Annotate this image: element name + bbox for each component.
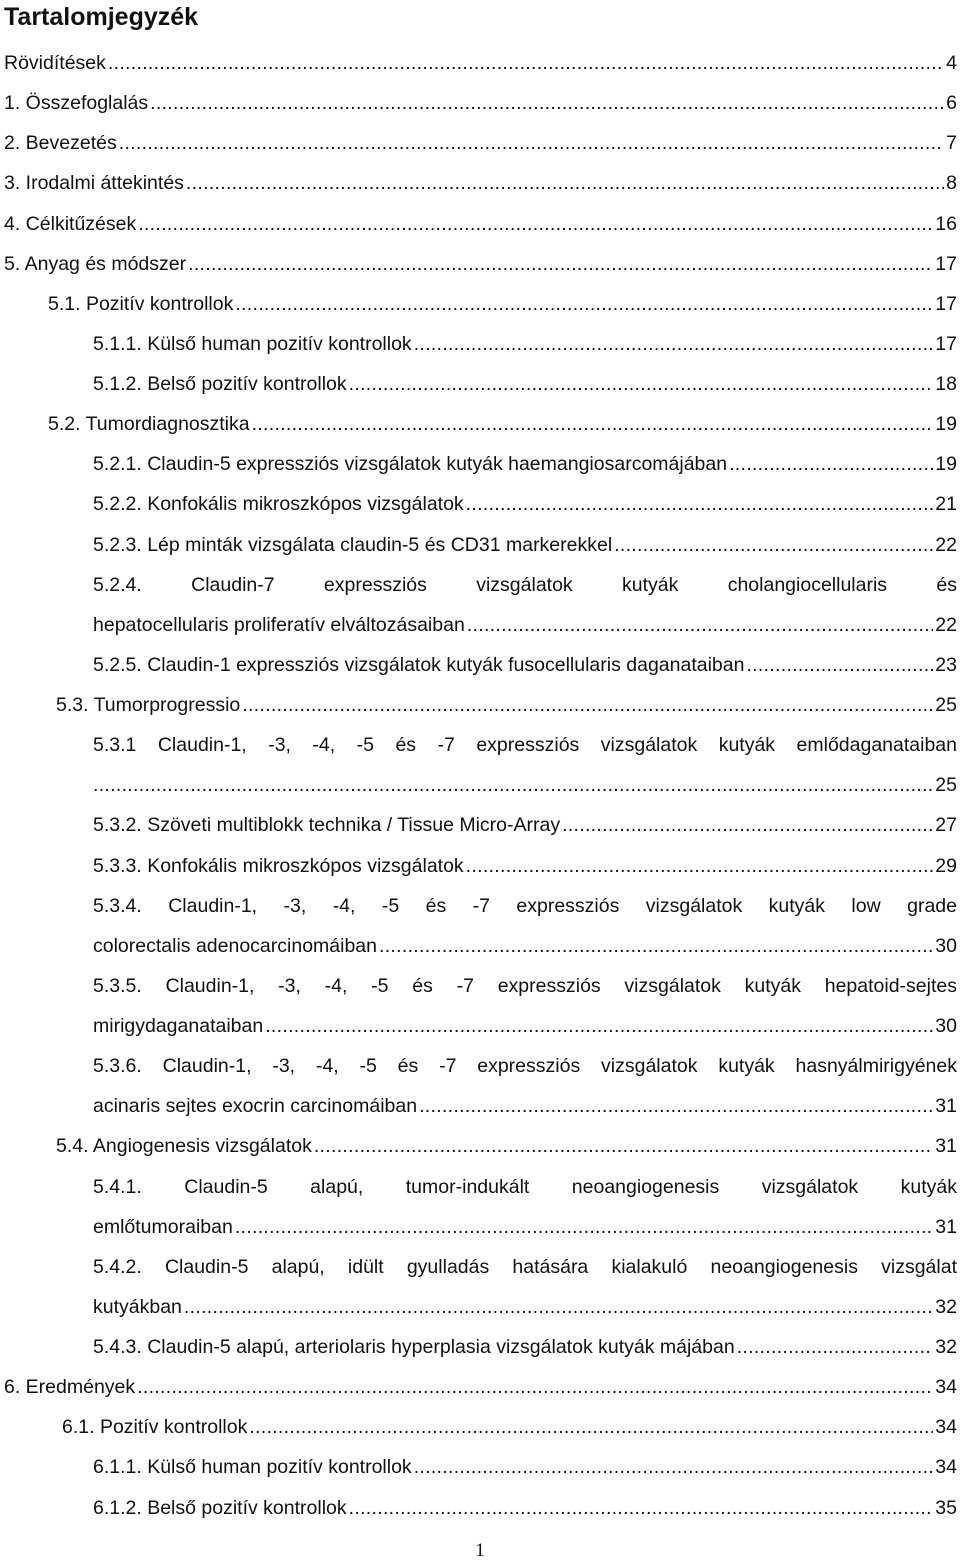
toc-entry[interactable] — [0, 846, 960, 886]
toc-entry-page: 17 — [935, 292, 957, 315]
toc-entry[interactable] — [0, 1447, 960, 1487]
toc-entry-title: 5.2.5. Claudin-1 expressziós vizsgálatok kutyák fusocellularis daganataiban — [93, 653, 745, 676]
toc-entry-page: 31 — [935, 1215, 957, 1238]
toc-entry-page: 25 — [935, 774, 957, 797]
toc-leader-dots — [252, 412, 934, 436]
toc-entry-page: 25 — [935, 694, 957, 717]
toc-leader-dots — [265, 1014, 933, 1038]
toc-entry-title: 6.1.2. Belső pozitív kontrollok — [93, 1496, 347, 1519]
toc-entry-title: 1. Összefoglalás — [4, 92, 149, 115]
toc-entry[interactable] — [0, 404, 960, 444]
toc-entry-page: 27 — [935, 814, 957, 837]
toc-leader-dots — [184, 1295, 933, 1319]
toc-entry-page: 19 — [935, 453, 957, 476]
toc-leader-dots — [746, 653, 933, 677]
toc-entry-title: 6.1.1. Külső human pozitív kontrollok — [93, 1456, 412, 1479]
toc-leader-dots — [414, 1455, 934, 1479]
toc-leader-dots — [119, 131, 944, 155]
toc-entry[interactable] — [0, 1367, 960, 1407]
toc-entry-title: Rövidítések — [4, 52, 106, 75]
toc-entry-page: 31 — [935, 1135, 957, 1158]
toc-entry-title: 3. Irodalmi áttekintés — [4, 172, 184, 195]
toc-entry-title: 5.1.1. Külső human pozitív kontrollok — [93, 332, 412, 355]
toc-entry-title: 2. Bevezetés — [4, 132, 117, 155]
toc-entry[interactable] — [0, 1086, 960, 1126]
toc-entry[interactable] — [0, 1207, 960, 1247]
toc-entry-title-line1: 5.4.1. Claudin-5 alapú, tumor-indukált neoangiogenesis vizsgálatok kutyák — [93, 1175, 957, 1198]
toc-entry-page: 19 — [935, 413, 957, 436]
toc-entry[interactable] — [0, 645, 960, 685]
toc-entry[interactable] — [0, 444, 960, 484]
toc-entry-title: 5.2.1. Claudin-5 expressziós vizsgálatok kutyák haemangiosarcomájában — [93, 453, 728, 476]
toc-leader-dots — [729, 452, 933, 476]
toc-leader-dots — [614, 533, 933, 557]
toc-leader-dots — [379, 934, 933, 958]
toc-entry-title: mirigydaganataiban — [93, 1015, 264, 1038]
toc-entry-page: 17 — [935, 332, 957, 355]
toc-leader-dots — [235, 1215, 933, 1239]
toc-entry-page: 31 — [935, 1095, 957, 1118]
toc-entry-title: 5.4.3. Claudin-5 alapú, arteriolaris hyperplasia vizsgálatok kutyák májában — [93, 1336, 735, 1359]
toc-entry-title: 5.1. Pozitív kontrollok — [48, 292, 234, 315]
toc-entry-title: 5.2. Tumordiagnosztika — [48, 413, 250, 436]
toc-entry[interactable] — [0, 805, 960, 845]
toc-entry[interactable] — [0, 83, 960, 123]
toc-entry-page: 30 — [935, 1015, 957, 1038]
toc-entry[interactable] — [0, 484, 960, 524]
toc-entry-page: 29 — [935, 854, 957, 877]
toc-entry[interactable] — [0, 605, 960, 645]
toc-entry[interactable] — [0, 244, 960, 284]
toc-entry-first-line[interactable] — [0, 966, 960, 1006]
toc-entry[interactable] — [0, 43, 960, 83]
toc-leader-dots — [235, 292, 933, 316]
toc-entry-page: 4 — [946, 52, 957, 75]
toc-entry-title: 5.2.3. Lép minták vizsgálata claudin-5 és CD31 markerekkel — [93, 533, 613, 556]
toc-entry-first-line[interactable] — [0, 725, 960, 765]
toc-entry[interactable] — [0, 1006, 960, 1046]
toc-leader-dots — [108, 51, 944, 75]
toc-entry[interactable] — [0, 284, 960, 324]
toc-entry-title: emlőtumoraiban — [93, 1215, 233, 1238]
toc-leader-dots — [466, 854, 934, 878]
toc-entry-page: 22 — [935, 533, 957, 556]
toc-entry-page: 21 — [935, 493, 957, 516]
toc-entry-page: 23 — [935, 653, 957, 676]
toc-leader-dots — [466, 492, 934, 516]
page-number: 1 — [475, 1540, 485, 1561]
toc-entry-title: 5. Anyag és módszer — [4, 252, 187, 275]
toc-leader-dots — [419, 1094, 933, 1118]
toc-entry-title: 6.1. Pozitív kontrollok — [62, 1416, 248, 1439]
toc-entry-page: 34 — [935, 1376, 957, 1399]
toc-entry-first-line[interactable] — [0, 886, 960, 926]
toc-entry-title: 5.4. Angiogenesis vizsgálatok — [56, 1135, 312, 1158]
toc-entry[interactable] — [0, 1126, 960, 1166]
toc-entry-title: 5.3. Tumorprogressio — [56, 694, 241, 717]
toc-entry-page: 7 — [946, 132, 957, 155]
toc-leader-dots — [138, 212, 933, 236]
toc-entry[interactable] — [0, 1287, 960, 1327]
toc-entry-first-line[interactable] — [0, 1247, 960, 1287]
toc-entry-title: 4. Célkitűzések — [4, 212, 137, 235]
toc-entry-title: 5.1.2. Belső pozitív kontrollok — [93, 373, 347, 396]
toc-leader-dots — [242, 693, 933, 717]
toc-entry-title-line1: 5.3.5. Claudin-1, -3, -4, -5 és -7 expressziós vizsgálatok kutyák hepatoid-sejtes — [93, 974, 957, 997]
toc-leader-dots — [249, 1415, 933, 1439]
toc-leader-dots — [137, 1375, 933, 1399]
toc-entry-title: colorectalis adenocarcinomáiban — [93, 934, 377, 957]
toc-entry-first-line[interactable] — [0, 565, 960, 605]
toc-entry[interactable] — [0, 1327, 960, 1367]
toc-entry-title: 5.3.3. Konfokális mikroszkópos vizsgálatok — [93, 854, 464, 877]
toc-leader-dots — [314, 1134, 933, 1158]
table-of-contents — [0, 43, 960, 1528]
toc-leader-dots — [737, 1335, 934, 1359]
toc-entry-page: 8 — [946, 172, 957, 195]
toc-leader-dots — [562, 813, 933, 837]
toc-entry[interactable] — [0, 324, 960, 364]
toc-entry-page: 16 — [935, 212, 957, 235]
toc-entry-title: 6. Eredmények — [4, 1376, 136, 1399]
toc-entry-page: 34 — [935, 1416, 957, 1439]
toc-entry-page: 22 — [935, 613, 957, 636]
toc-leader-dots — [349, 372, 934, 396]
toc-entry[interactable] — [0, 204, 960, 244]
toc-entry[interactable] — [0, 926, 960, 966]
toc-entry[interactable] — [0, 685, 960, 725]
toc-entry[interactable] — [0, 364, 960, 404]
toc-leader-dots — [467, 613, 934, 637]
toc-entry-title: kutyákban — [93, 1295, 182, 1318]
toc-entry[interactable] — [0, 765, 960, 805]
toc-heading: Tartalomjegyzék — [4, 3, 199, 31]
toc-entry-title-line1: 5.3.1 Claudin-1, -3, -4, -5 és -7 expressziós vizsgálatok kutyák emlődaganataiban — [93, 734, 957, 757]
toc-entry-title: hepatocellularis proliferatív elváltozásaiban — [93, 613, 465, 636]
toc-entry[interactable] — [0, 1407, 960, 1447]
toc-leader-dots — [349, 1496, 934, 1520]
toc-entry-title: 5.2.2. Konfokális mikroszkópos vizsgálatok — [93, 493, 464, 516]
toc-entry-title-line1: 5.4.2. Claudin-5 alapú, idült gyulladás hatására kialakuló neoangiogenesis vizsgálat — [93, 1255, 957, 1278]
toc-leader-dots — [93, 773, 933, 797]
toc-leader-dots — [188, 252, 933, 276]
toc-entry[interactable] — [0, 123, 960, 163]
toc-entry[interactable] — [0, 525, 960, 565]
toc-entry-page: 30 — [935, 934, 957, 957]
toc-entry-title: acinaris sejtes exocrin carcinomáiban — [93, 1095, 418, 1118]
toc-entry-page: 34 — [935, 1456, 957, 1479]
toc-entry-page: 18 — [935, 373, 957, 396]
toc-entry-page: 6 — [946, 92, 957, 115]
toc-entry-title-line1: 5.3.6. Claudin-1, -3, -4, -5 és -7 expressziós vizsgálatok kutyák hasnyálmirigyének — [93, 1055, 957, 1078]
toc-entry[interactable] — [0, 163, 960, 203]
toc-entry-title-line1: 5.2.4. Claudin-7 expressziós vizsgálatok kutyák cholangiocellularis és — [93, 573, 957, 596]
toc-entry-page: 32 — [935, 1295, 957, 1318]
toc-leader-dots — [414, 332, 934, 356]
toc-entry-page: 17 — [935, 252, 957, 275]
toc-leader-dots — [150, 91, 944, 115]
toc-entry-page: 32 — [935, 1336, 957, 1359]
toc-entry-title-line1: 5.3.4. Claudin-1, -3, -4, -5 és -7 expressziós vizsgálatok kutyák low grade — [93, 894, 957, 917]
toc-entry-title: 5.3.2. Szöveti multiblokk technika / Tissue Micro-Array — [93, 814, 561, 837]
toc-entry[interactable] — [0, 1488, 960, 1528]
toc-entry-first-line[interactable] — [0, 1167, 960, 1207]
toc-entry-first-line[interactable] — [0, 1046, 960, 1086]
toc-entry-page: 35 — [935, 1496, 957, 1519]
toc-leader-dots — [186, 171, 944, 195]
